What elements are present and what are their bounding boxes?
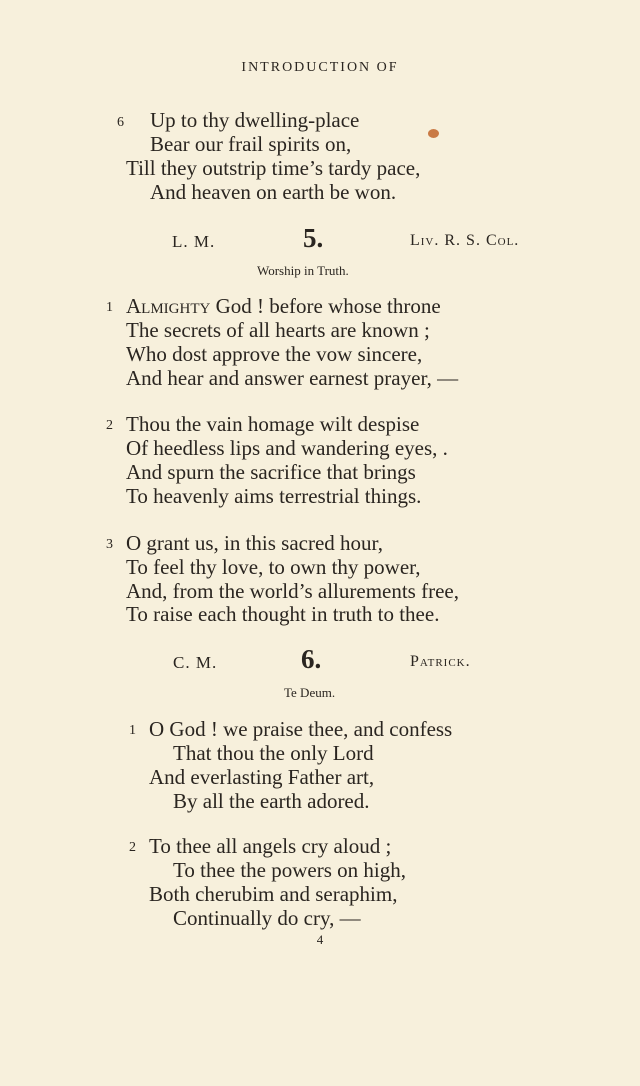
verse-line: And, from the world’s allurements free, (126, 579, 459, 603)
verse-line: And heaven on earth be won. (150, 180, 397, 204)
verse-line: Continually do cry, — (173, 906, 361, 930)
first-word: Almighty (126, 294, 211, 318)
verse-line: To thee all angels cry aloud ; (149, 834, 392, 858)
verse-line: To thee the powers on high, (173, 858, 406, 882)
hymn-meter: L. M. (172, 232, 216, 251)
verse-line: Thou the vain homage wilt despise (126, 412, 420, 436)
verse-line: Bear our frail spirits on, (150, 132, 352, 156)
verse-line: To raise each thought in truth to thee. (126, 602, 440, 626)
tune-name: Patrick. (410, 653, 471, 670)
verse-line (126, 294, 441, 318)
verse-line: By all the earth adored. (173, 789, 370, 813)
verse-line: To feel thy love, to own thy power, (126, 555, 421, 579)
running-header: INTRODUCTION OF (241, 60, 399, 75)
stanza-number: 1 (106, 300, 113, 315)
hymn-meter: C. M. (173, 653, 218, 672)
verse-line: And everlasting Father art, (149, 765, 375, 789)
verse-line: And hear and answer earnest prayer, — (126, 366, 459, 390)
verse-line: O grant us, in this sacred hour, (126, 531, 383, 555)
verse-line: Up to thy dwelling-place (150, 108, 360, 132)
verse-line: The secrets of all hearts are known ; (126, 318, 430, 342)
stanza-number: 2 (106, 418, 113, 433)
verse-line-rest: God ! before whose throne (210, 294, 441, 318)
stanza-number: 6 (117, 115, 124, 130)
page-number: 4 (316, 932, 324, 947)
verse-line: Both cherubim and seraphim, (149, 882, 398, 906)
hymn-title: Worship in Truth. (257, 263, 349, 278)
verse-line: Who dost approve the vow sincere, (126, 342, 423, 366)
verse-line: Till they outstrip time’s tardy pace, (126, 156, 421, 180)
stanza-number: 2 (129, 840, 136, 855)
stanza-number: 3 (106, 537, 113, 552)
verse-line: And spurn the sacrifice that brings (126, 460, 416, 484)
verse-line: To heavenly aims terrestrial things. (126, 484, 422, 508)
stanza-number: 1 (129, 723, 136, 738)
verse-line: That thou the only Lord (173, 741, 374, 765)
verse-line: Of heedless lips and wandering eyes, . (126, 436, 448, 460)
hymn-number: 5. (303, 223, 324, 253)
tune-name: Liv. R. S. Col. (410, 232, 520, 249)
hymn-number: 6. (301, 644, 322, 674)
verse-line: O God ! we praise thee, and confess (149, 717, 453, 741)
hymn-title: Te Deum. (284, 685, 336, 700)
